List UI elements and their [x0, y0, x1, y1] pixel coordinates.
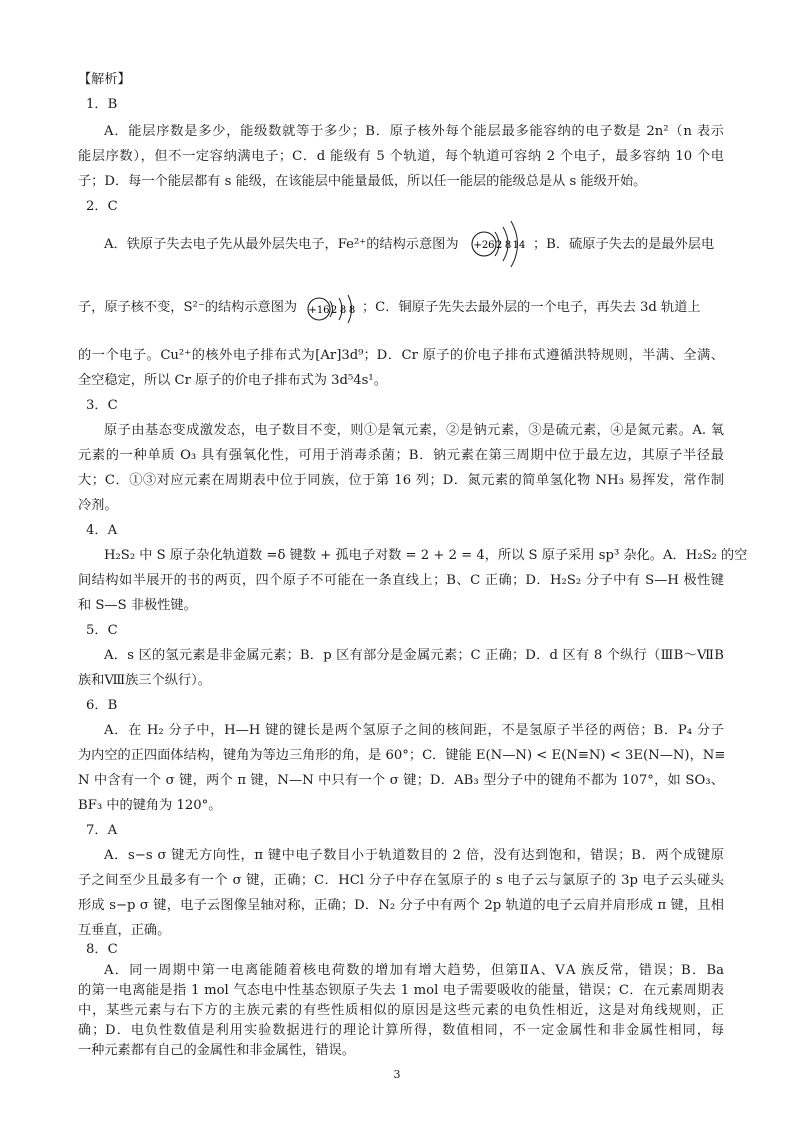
- q6-line-4: BF₃ 中的键角为 120°。: [78, 798, 222, 813]
- q2-line-4: 全空稳定，所以 Cr 原子的价电子排布式为 3d⁵4s¹。: [78, 373, 387, 388]
- q3-line-4: 冷剂。: [78, 498, 118, 513]
- q8-line-3: 中，某些元素与右下方的主族元素的有些性质相似的原因是这些元素的电负性相近，这是对角线规则，正: [78, 1003, 724, 1018]
- q6-line-2: 为内空的正四面体结构，键角为等边三角形的角，是 60°；C．键能 E(N—N) < E(N≡N) < 3E(N—N)，N≡: [78, 748, 726, 763]
- q1-line-3: 子；D．每一个能层都有 s 能级，在该能层中能量最低，所以任一能层的能级总是从 s 能级开始。: [78, 174, 647, 189]
- q3-line-3: 大；C．①③对应元素在周期表中位于同族，位于第 16 列；D．氮元素的简单氢化物 NH₃ 易挥发，常作制: [78, 473, 724, 488]
- s-shell-3: 8: [348, 305, 356, 316]
- q1-line-2: 能层序数），但不一定容纳满电子；C．d 能级有 5 个轨道，每个轨道可容纳 2 个电子，最多容纳 10 个电: [78, 149, 724, 164]
- q2-line-2-pre: 子，原子核不变，S²⁻的结构示意图为: [78, 300, 298, 315]
- q4-line-1: H₂S₂ 中 S 原子杂化轨道数 =δ 键数 + 孤电子对数 = 2 + 2 = 4，所以 S 原子采用 sp³ 杂化。A．H₂S₂ 的空: [104, 548, 748, 563]
- fe-ion-structure-diagram: [470, 210, 532, 284]
- q2-line-1-pre: A．铁原子失去电子先从最外层失电子，Fe²⁺的结构示意图为: [104, 237, 459, 252]
- q5-line-2: 族和Ⅷ族三个纵行）。: [78, 673, 211, 688]
- s-nucleus-label: +16: [308, 305, 330, 316]
- q8-line-2: 的第一电离能是指 1 mol 气态电中性基态钡原子失去 1 mol 电子需要吸收的能量，错误；C．在元素周期表: [78, 983, 724, 998]
- q8-line-5: 一种元素都有自己的金属性和非金属性，错误。: [78, 1043, 355, 1058]
- q7-line-1: A．s−s σ 键无方向性，π 键中电子数目小于轨道数目的 2 倍，没有达到饱和，错误；B．两个成键原: [104, 848, 724, 863]
- q6-line-1: A．在 H₂ 分子中，H—H 键的键长是两个氢原子之间的核间距，不是氢原子半径的两倍；B．P₄ 分子: [104, 723, 724, 738]
- q7-line-3: 形成 s−p σ 键，电子云图像呈轴对称，正确；D．N₂ 分子中有两个 2p 轨道的电子云肩并肩形成 π 键，且相: [78, 898, 724, 913]
- s-shell-2: 8: [339, 305, 347, 316]
- fe-shell-1: 2: [495, 240, 503, 251]
- page-number: 3: [393, 1068, 401, 1081]
- fe-shell-3: 14: [512, 240, 526, 251]
- q3-answer: 3．C: [86, 398, 118, 413]
- q8-answer: 8．C: [86, 942, 118, 957]
- q6-answer: 6．B: [86, 698, 118, 713]
- q1-line-1: A．能层序数是多少，能级数就等于多少；B．原子核外每个能层最多能容纳的电子数是 2n²（n 表示: [104, 124, 724, 139]
- q3-line-2: 元素的一种单质 O₃ 具有强氧化性，可用于消毒杀菌；B．钠元素在第三周期中位于最左边，其原子半径最: [78, 448, 724, 463]
- fe-nucleus-label: +26: [473, 240, 495, 251]
- q4-line-2: 间结构如半展开的书的两页，四个原子不可能在一条直线上；B、C 正确；D．H₂S₂ 分子中有 S—H 极性键: [78, 573, 724, 588]
- s-ion-structure-diagram: [305, 292, 365, 330]
- q8-line-1: A．同一周期中第一电离能随着核电荷数的增加有增大趋势，但第ⅡA、ⅤA 族反常，错误；B．Ba: [104, 963, 724, 978]
- analysis-heading: 【解析】: [78, 72, 131, 87]
- fe-shell-2: 8: [504, 240, 512, 251]
- q7-answer: 7．A: [86, 823, 118, 838]
- q2-line-1-post: ；B．硫原子失去的是最外层电: [533, 237, 715, 252]
- q8-line-4: 确；D．电负性数值是利用实验数据进行的理论计算所得，数值相同，不一定金属性和非金属性相同，每: [78, 1023, 724, 1038]
- q2-answer: 2．C: [86, 199, 118, 214]
- q4-answer: 4．A: [86, 523, 118, 538]
- q7-line-4: 互垂直，正确。: [78, 923, 171, 938]
- q5-answer: 5．C: [86, 623, 118, 638]
- q1-answer: 1．B: [86, 97, 118, 112]
- s-shell-1: 2: [330, 305, 338, 316]
- q4-line-3: 和 S—S 非极性键。: [78, 598, 197, 613]
- q6-line-3: N 中含有一个 σ 键，两个 π 键，N—N 中只有一个 σ 键；D．AB₃ 型分子中的键角不都为 107°，如 SO₃、: [78, 773, 724, 788]
- q3-line-1: 原子由基态变成激发态，电子数目不变，则①是氧元素，②是钠元素，③是硫元素，④是氮元素。A. 氧: [104, 423, 724, 438]
- q2-line-2-post: ；C．铜原子先失去最外层的一个电子，再失去 3d 轨道上: [362, 300, 701, 315]
- q2-line-3: 的一个电子。Cu²⁺的核外电子排布式为[Ar]3d⁹；D．Cr 原子的价电子排布式遵循洪特规则，半满、全满、: [78, 348, 724, 363]
- q5-line-1: A．s 区的氢元素是非金属元素；B．p 区有部分是金属元素；C 正确；D．d 区有 8 个纵行（ⅢB～ⅦB: [104, 648, 724, 663]
- q7-line-2: 子之间至少且最多有一个 σ 键，正确；C．HCl 分子中存在氢原子的 s 电子云与氯原子的 3p 电子云头碰头: [78, 873, 724, 888]
